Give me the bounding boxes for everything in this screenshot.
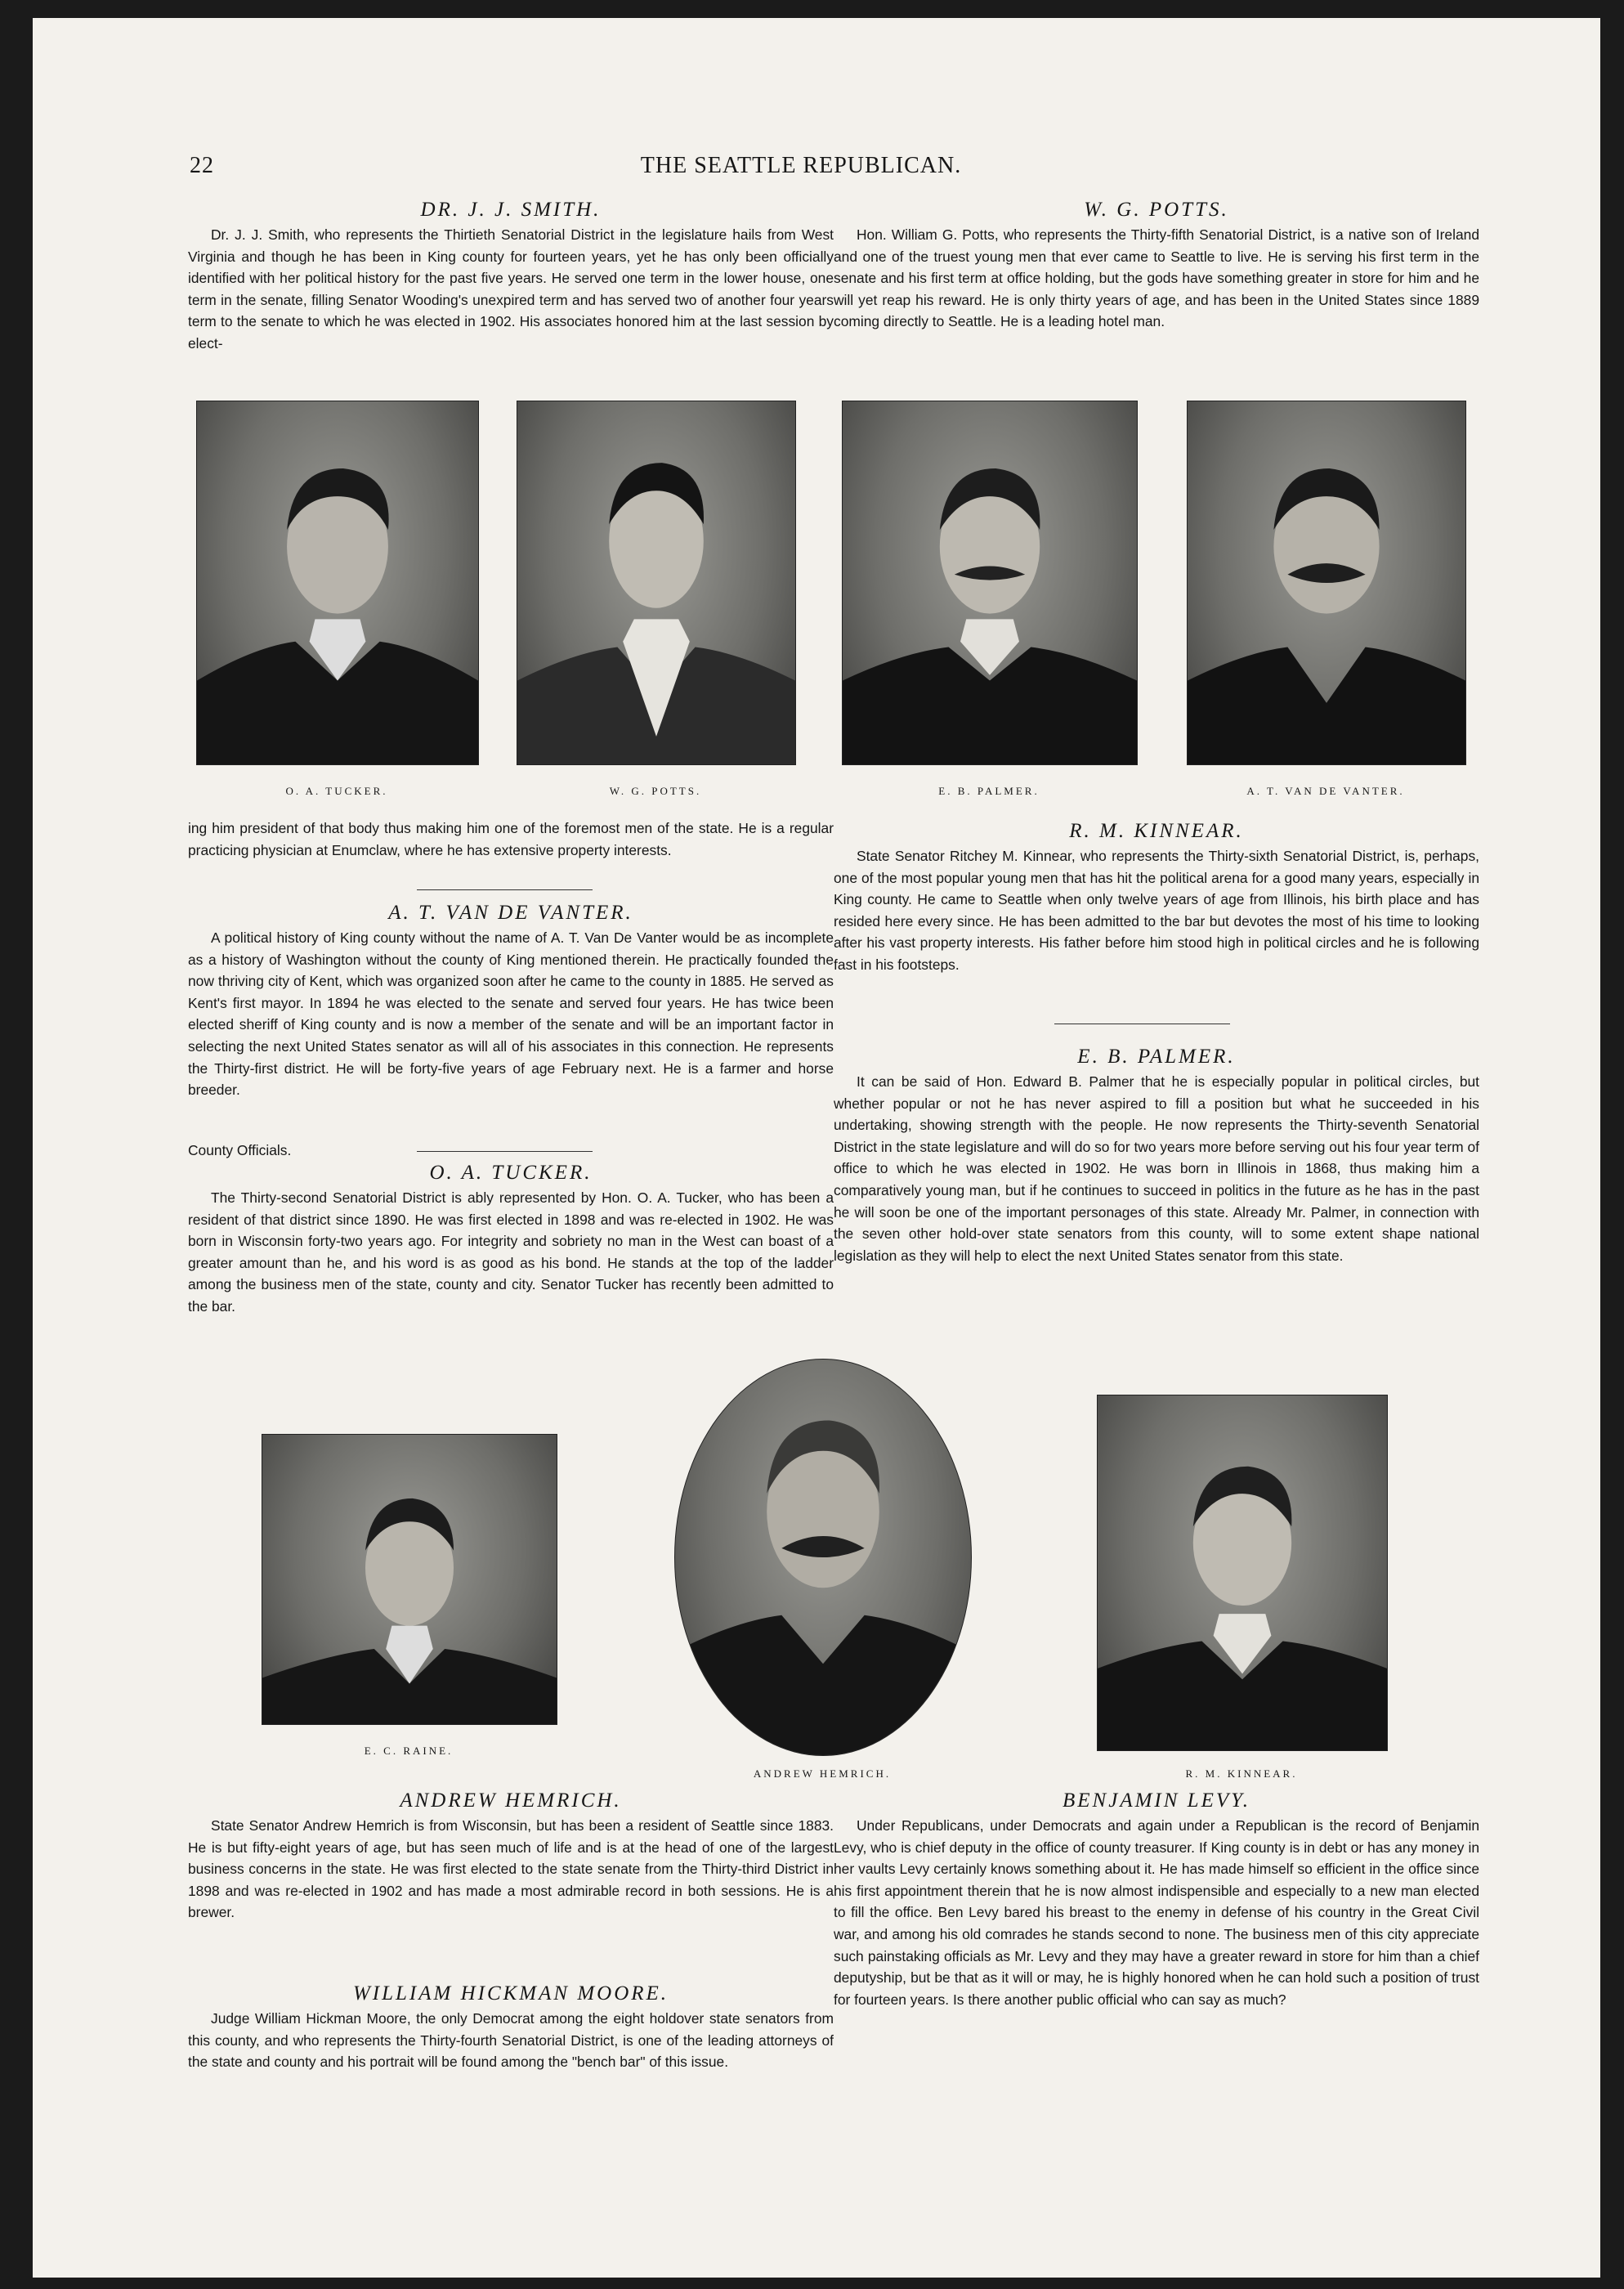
potts-title: W. G. POTTS. xyxy=(1084,199,1229,221)
palmer-title: E. B. PALMER. xyxy=(1077,1046,1236,1068)
vandevanter-title: A. T. VAN DE VANTER. xyxy=(388,902,633,924)
caption-palmer: E. B. PALMER. xyxy=(938,785,1040,797)
portrait-raine xyxy=(262,1434,557,1725)
levy-text: Under Republicans, under Democrats and again under a Republican is the record of Benjamin Levy, who is chief deputy in the office of county treasurer. If King county is in debt or has any money in her vaults Levy certainly knows something about it. He has made himself so efficient in the office since his first appointment therein that he is now almost indispensible and especially to a new man elected to fill the office. Ben Levy bared his breast to the enemy in defense of his country in the Great Civil war, and among his old comrades he stands second to none. The business men of this city appreciate such painstaking officials as Mr. Levy and they may have a greater reward in store for him than a chief deputyship, but be that as it will or may, he is highly honored when he can hold such a position of trust for fourteen years. Is there another public official who can say as much? xyxy=(834,1817,1479,2008)
kinnear-title: R. M. KINNEAR. xyxy=(1069,820,1244,842)
vandevanter-text: A political history of King county without the name of A. T. Van De Vanter would be as incomplete as a history of Washington without the county of King mentioned therein. He practically founded the now thriving city of Kent, which was organized soon after he came to the county in 1885. He served as Kent's first mayor. In 1894 he was elected to the senate and served four years. He has twice been elected sheriff of King county and is now a member of the senate and will be an important factor in selecting the next United States senator as will all of his associates in this connection. He represents the Thirty-first district. He will be forty-five years of age February next. He is a farmer and horse breeder. xyxy=(188,929,834,1099)
caption-kinnear: R. M. KINNEAR. xyxy=(1185,1767,1298,1780)
page-number: 22 xyxy=(190,153,214,178)
palmer-text: It can be said of Hon. Edward B. Palmer that he is especially popular in political circles, but whether popular or not he has never aspired to fill a position but what he succeeded in his undertaking, showing strength with the people. He now represents the Thirty-seventh Senatorial District in the state legislature and will do so for two years more before serving out his four year term of office to which he was elected in 1902. He was born in Illinois in 1868, thus making him a comparatively young man, but if he continues to succeed in politics in the future as he has in the past he will soon be one of the important personages of this state. Already Mr. Palmer, in connection with the seven other hold-over state senators from this county, will to some extent shape national legislation as they will help to elect the next United States senator from this state. xyxy=(834,1073,1479,1264)
moore-title: WILLIAM HICKMAN MOORE. xyxy=(352,1982,669,2005)
portrait-tucker xyxy=(196,401,479,765)
portrait-potts xyxy=(517,401,796,765)
divider xyxy=(417,889,593,890)
portrait-palmer xyxy=(842,401,1138,765)
potts-text: Hon. William G. Potts, who represents the Thirty-fifth Senatorial District, is a native son of Ireland and one of the truest young men that ever came to Seattle to live. He is serving his first term in the senate and his first term at office holding, but the gods have something greater in store for him and he will yet reap his reward. He is only thirty years of age, and has been in the United States since 1889 coming directly to Seattle. He is a leading hotel man. xyxy=(834,226,1479,330)
hemrich-text: State Senator Andrew Hemrich is from Wisconsin, but has been a resident of Seattle since 1883. He is but fifty-eight years of age, but has seen much of life and is at the head of one of the largest business concerns in the state. He was first elected to the state senate from the Thirty-third District in 1898 and was re-elected in 1902 and has made a most admirable record in both sessions. He is a brewer. xyxy=(188,1817,834,1921)
caption-potts: W. G. POTTS. xyxy=(609,785,702,797)
levy-title: BENJAMIN LEVY. xyxy=(1063,1790,1250,1812)
caption-tucker: O. A. TUCKER. xyxy=(285,785,388,797)
tucker-title: O. A. TUCKER. xyxy=(429,1162,593,1184)
portrait-kinnear xyxy=(1097,1395,1388,1751)
tucker-text: The Thirty-second Senatorial District is ably represented by Hon. O. A. Tucker, who has been a resident of that district since 1890. He was first elected in 1898 and was re-elected in 1902. He was born in Wisconsin forty-two years ago. For integrity and sobriety no man in the West can boast of a greater amount than he, and his word is as good as his bond. He stands at the top of the ladder among the business men of the state, county and city. Senator Tucker has recently been admitted to the bar. xyxy=(188,1189,834,1315)
newspaper-title: THE SEATTLE REPUBLICAN. xyxy=(640,153,962,178)
portrait-hemrich xyxy=(674,1359,972,1756)
moore-text: Judge William Hickman Moore, the only Democrat among the eight holdover state senators from this county, and who represents the Thirty-fourth Senatorial District, is one of the leading attorneys of the state and county and his portrait will be found among the "bench bar" of this issue. xyxy=(188,2010,834,2071)
smith-text-continued: ing him president of that body thus making him one of the foremost men of the state. He is a regular practicing physician at Enumclaw, where he has extensive property interests. xyxy=(188,820,834,858)
portrait-vandevanter xyxy=(1187,401,1466,765)
smith-text: Dr. J. J. Smith, who represents the Thirtieth Senatorial District in the legislature hails from West Virginia and though he has been in King county for fourteen years, yet he has only been officially identified with her political history for the past five years. He served one term in the lower house, one term in the senate, filling Senator Wooding's unexpired term and has served two of another four years term to the senate to which he was elected in 1902. His associates honored him at the last session by elect- xyxy=(188,226,834,352)
hemrich-title: ANDREW HEMRICH. xyxy=(400,1790,622,1812)
smith-title: DR. J. J. SMITH. xyxy=(420,199,602,221)
caption-raine: E. C. RAINE. xyxy=(364,1745,454,1757)
newspaper-page xyxy=(33,18,1600,2278)
kinnear-text: State Senator Ritchey M. Kinnear, who represents the Thirty-sixth Senatorial District, is, perhaps, one of the most popular young men that has hit the political arena for a good many years, especially in King county. He came to Seattle when only twelve years of age from Illinois, his birth place and has resided here every since. He has been admitted to the bar but devotes the most of his time to looking after his vast property interests. His father before him stood high in political circles and he is following fast in his footsteps. xyxy=(834,848,1479,973)
vandevanter-tail: County Officials. xyxy=(188,1142,292,1158)
divider xyxy=(417,1151,593,1152)
caption-hemrich: ANDREW HEMRICH. xyxy=(753,1767,892,1780)
caption-vandevanter: A. T. VAN DE VANTER. xyxy=(1246,785,1405,797)
